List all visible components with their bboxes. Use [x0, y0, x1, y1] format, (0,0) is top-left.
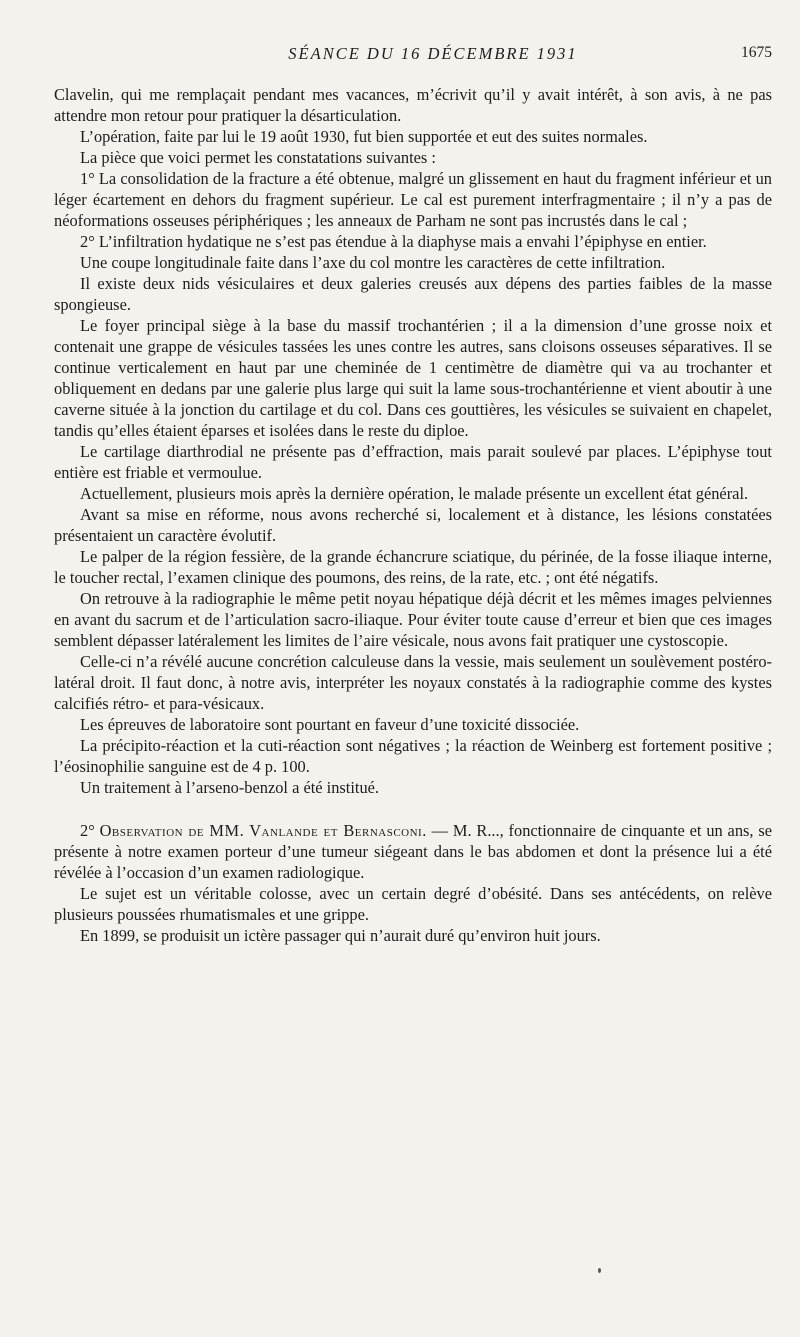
paragraph: Il existe deux nids vésiculaires et deux galeries creusés aux dépens des parties faibles de la masse spongieuse. [54, 274, 772, 314]
paragraph: La précipito-réaction et la cuti-réaction sont négatives ; la réaction de Weinberg est fortement positive ; l’éosinophilie sanguine est de 4 p. 100. [54, 736, 772, 776]
paragraph: Le cartilage diarthrodial ne présente pas d’effraction, mais parait soulevé par places. L’épiphyse tout entière est friable et vermoulue. [54, 442, 772, 482]
paragraph: Actuellement, plusieurs mois après la dernière opération, le malade présente un excellent état général. [80, 484, 749, 503]
paragraph: Le foyer principal siège à la base du massif trochantérien ; il a la dimension d’une grosse noix et contenait une grappe de vésicules tassées les unes contre les autres, sans cloisons osseuses séparatives. Il se continue verticalement en haut par une cheminée de 1 centimètre de diamètre qui va au trochanter et obliquement en dedans par une galerie plus large qui suit la lame sous-trochantérienne et vient aboutir à une caverne située à la jonction du cartilage et du col. Dans ces gouttières, les vésicules se suivaient en chapelet, tandis qu’elles étaient éparses et isolées dans le reste du diploe. [54, 316, 772, 440]
observation-intro [54, 820, 772, 883]
page-number: 1675 [741, 44, 772, 61]
paragraph: La pièce que voici permet les constatations suivantes : [80, 148, 436, 167]
paragraph: 1° La consolidation de la fracture a été obtenue, malgré un glissement en haut du fragment inférieur et un léger écartement en dehors du fragment supérieur. Le cal est purement interfragmentaire ; il n’y a pas de néoformations osseuses périphériques ; les anneaux de Parham ne sont pas incrustés dans le cal ; [54, 169, 772, 230]
paragraph: Avant sa mise en réforme, nous avons recherché si, localement et à distance, les lésions constatées présentaient un caractère évolutif. [54, 505, 772, 545]
observation-number: 2° [80, 821, 100, 840]
paragraph: En 1899, se produisit un ictère passager qui n’aurait duré qu’environ huit jours. [80, 926, 601, 945]
paragraph: 2° L’infiltration hydatique ne s’est pas étendue à la diaphyse mais a envahi l’épiphyse en entier. [80, 232, 707, 251]
running-title: SÉANCE DU 16 DÉCEMBRE 1931 [288, 44, 578, 63]
paragraph: On retrouve à la radiographie le même petit noyau hépatique déjà décrit et les mêmes images pelviennes en avant du sacrum et de l’articulation sacro-iliaque. Pour éviter toute cause d’erreur et bien que ces images semblent dépasser latéralement les limites de l’aire vésicale, nous avons fait pratiquer une cystoscopie. [54, 589, 772, 650]
paragraph: Le sujet est un véritable colosse, avec un certain degré d’obésité. Dans ses antécédents, on relève plusieurs poussées rhumatismales et une grippe. [54, 884, 772, 924]
paragraph: Une coupe longitudinale faite dans l’axe du col montre les caractères de cette infiltration. [80, 253, 666, 272]
observation-heading: Observation de MM. Vanlande et Bernasconi. [99, 821, 427, 840]
paragraph: Les épreuves de laboratoire sont pourtant en faveur d’une toxicité dissociée. [80, 715, 580, 734]
running-header [54, 40, 772, 70]
article-body [54, 84, 772, 946]
paragraph: Le palper de la région fessière, de la grande échancrure sciatique, du périnée, de la fosse iliaque interne, le toucher rectal, l’examen clinique des poumons, des reins, de la rate, etc. ; ont été négatifs. [54, 547, 772, 587]
paragraph: Celle-ci n’a révélé aucune concrétion calculeuse dans la vessie, mais seulement un soulèvement postéro-latéral droit. Il faut donc, à notre avis, interpréter les noyaux constatés à la radiographie comme des kystes calcifiés rétro- et para-vésicaux. [54, 652, 772, 713]
section-spacer [54, 798, 772, 820]
ink-speck [598, 1268, 601, 1273]
paragraph: L’opération, faite par lui le 19 août 1930, fut bien supportée et eut des suites normales. [80, 127, 648, 146]
paragraph: Clavelin, qui me remplaçait pendant mes vacances, m’écrivit qu’il y avait intérêt, à son avis, à ne pas attendre mon retour pour pratiquer la désarticulation. [54, 85, 772, 125]
paragraph: Un traitement à l’arseno-benzol a été institué. [80, 778, 380, 797]
observation-intro-text: — M. R..., fonctionnaire de cinquante et un ans, se présente à notre examen porteur d’une tumeur siégeant dans le bas abdomen et dont la présence lui a été révélée à l’occasion d’un examen radiologique. [54, 821, 772, 882]
